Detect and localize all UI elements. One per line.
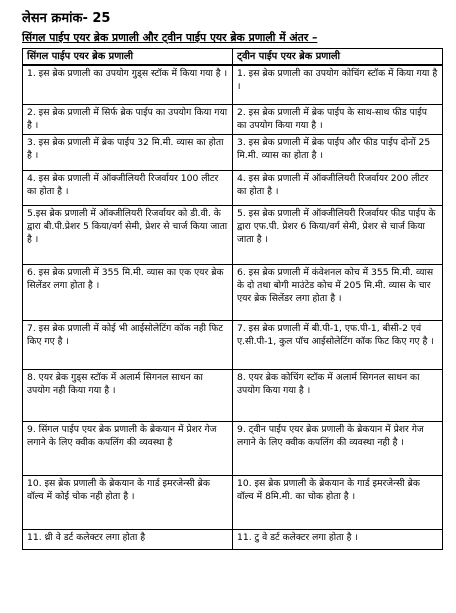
table-cell: 6. इस ब्रेक प्रणाली में 355 मि.मी. व्यास का एक एयर ब्रेक सिलेंडर लगा होता है । [23, 264, 233, 320]
table-row [23, 205, 443, 264]
table-cell: 3. इस ब्रेक प्रणाली में ब्रेक पाईप 32 मि.मी. व्यास का होता है । [23, 134, 233, 170]
table-cell: 7. इस ब्रेक प्रणाली में कोई भी आईसोलेटिंग कॉक नही फिट किए गए है । [23, 320, 233, 369]
table-cell: 3. इस ब्रेक प्रणाली में ब्रेक पाईप और फीड पाईप दोनों 25 मि.मी. व्यास का होता है । [233, 134, 443, 170]
header-single-pipe: सिंगल पाईप एयर ब्रेक प्रणाली [23, 49, 233, 66]
table-cell: 10. इस ब्रेक प्रणाली के ब्रेकयान के गार्ड इमरजेन्सी ब्रेक वॉल्व में 8मि.मी. का चोक होता है । [233, 475, 443, 529]
comparison-heading: सिंगल पाईप एयर ब्रेक प्रणाली और ट्वीन पाईप एयर ब्रेक प्रणाली में अंतर – [22, 31, 318, 44]
table-cell: 8. एयर ब्रेक कोचिंग स्टॉक में अलार्म सिगनल साधन का उपयोग किया गया है । [233, 369, 443, 421]
table-cell: 2. इस ब्रेक प्रणाली में सिर्फ ब्रेक पाईप का उपयोग किया गया है । [23, 104, 233, 134]
table-row [23, 529, 443, 549]
table-row [23, 320, 443, 369]
table-row [23, 475, 443, 529]
table-cell: 2. इस ब्रेक प्रणाली में ब्रेक पाईप के साथ-साथ फीड पाईप का उपयोग किया गया है । [233, 104, 443, 134]
table-row [23, 170, 443, 205]
table-row [23, 65, 443, 104]
table-cell: 7. इस ब्रेक प्रणाली में बी.पी-1, एफ.पी-1, बीसी-2 एवं ए.सी.पी-1, कुल पॉच आईसोलेटिंग कॉक फिट किए गए है । [233, 320, 443, 369]
table-cell: 5.इस ब्रेक प्रणाली में ऑक्जीलियरी रिजर्वायर को डी.वी. के द्वारा बी.पी.प्रेशर 5 किया/वर्ग सेमी, प्रेशर से चार्ज किया जाता है । [23, 205, 233, 264]
table-cell: 1. इस ब्रेक प्रणाली का उपयोग कोचिंग स्टॉक में किया गया है । [233, 65, 443, 104]
table-row [23, 134, 443, 170]
table-header-row [23, 49, 443, 66]
table-cell: 4. इस ब्रेक प्रणाली में ऑक्जीलियरी रिजर्वायर 100 लीटर का होता है । [23, 170, 233, 205]
header-twin-pipe: ट्वीन पाईप एयर ब्रेक प्रणाली [233, 49, 443, 66]
table-cell: 10. इस ब्रेक प्रणाली के ब्रेकयान के गार्ड इमरजेन्सी ब्रेक वॉल्व में कोई चोक नही होता है । [23, 475, 233, 529]
table-cell: 8. एयर ब्रेक गुड्स स्टॉक में अलार्म सिगनल साधन का उपयोग नही किया गया है । [23, 369, 233, 421]
table-cell: 11. टु वे डर्ट कलेक्टर लगा होता है । [233, 529, 443, 549]
table-cell: 6. इस ब्रेक प्रणाली में कंवेशनल कोच में 355 मि.मी. व्यास के दो तथा बोगी माउंटेड कोच में 205 मि.मी. व्यास के चार एयर ब्रेक सिलेंडर लगा होता है । [233, 264, 443, 320]
table-cell: 11. थ्री वे डर्ट कलेक्टर लगा होता है [23, 529, 233, 549]
lesson-title: लेसन क्रमांक- 25 [22, 11, 111, 26]
table-cell: 9. सिंगल पाईप एयर ब्रेक प्रणाली के ब्रेकयान में प्रेशर गेज लगाने के लिए क्वीक कपलिंग की व्यवस्था है [23, 421, 233, 475]
table-cell: 9. ट्वीन पाईप एयर ब्रेक प्रणाली के ब्रेकयान में प्रेशर गेज लगाने के लिए क्वीक कपलिंग की व्यवस्था नही है । [233, 421, 443, 475]
comparison-table [22, 48, 443, 550]
table-row [23, 421, 443, 475]
table-row [23, 264, 443, 320]
table-cell: 4. इस ब्रेक प्रणाली में ऑक्जीलियरी रिजर्वायर 200 लीटर का होता है । [233, 170, 443, 205]
table-row [23, 104, 443, 134]
table-cell: 5. इस ब्रेक प्रणाली में ऑक्जीलियरी रिजर्वायर फीड पाईप के द्वारा एफ.पी. प्रेशर 6 किया/वर्ग सेमी, प्रेशर से चार्ज किया जाता है । [233, 205, 443, 264]
table-row [23, 369, 443, 421]
table-cell: 1. इस ब्रेक प्रणाली का उपयोग गुड्स स्टॉक में किया गया है । [23, 65, 233, 104]
